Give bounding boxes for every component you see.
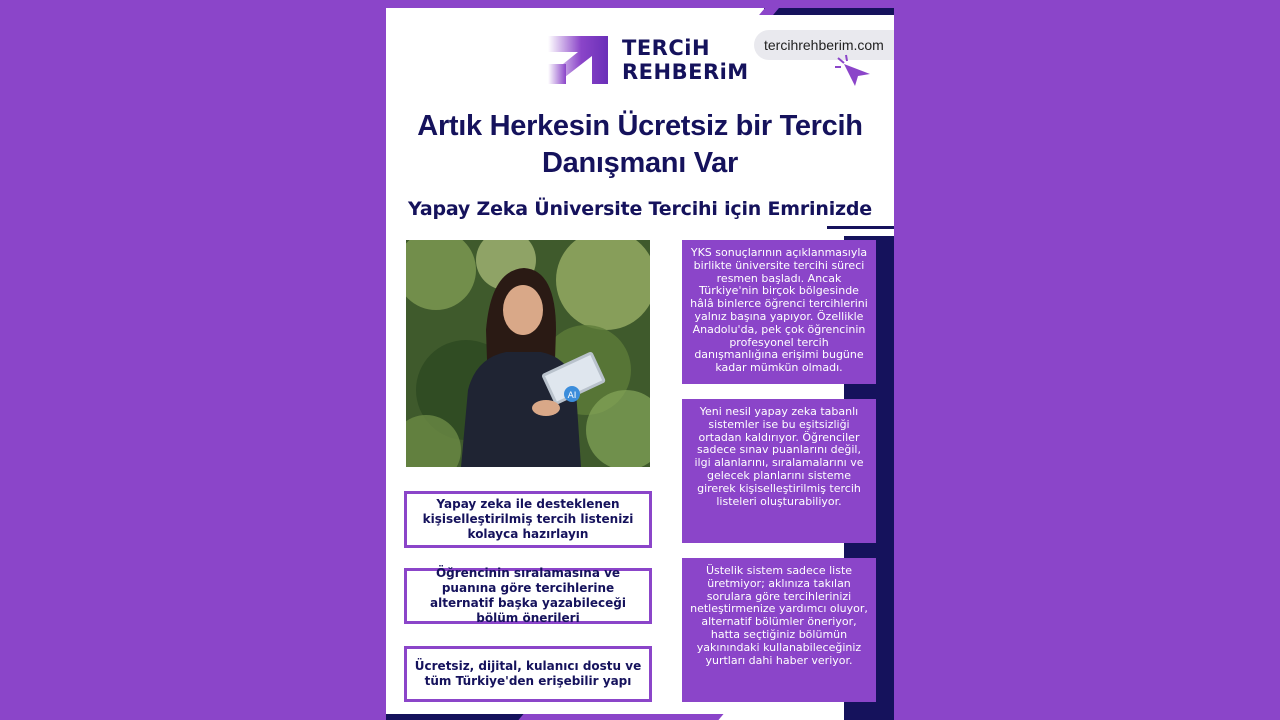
corner-decoration — [386, 714, 536, 720]
page-title — [386, 108, 894, 182]
feature-box-3 — [404, 646, 652, 702]
cursor-click-icon — [834, 54, 874, 86]
feature-text: Öğrencinin sıralamasına ve puanına göre tercihlerine alternatif başka yazabileceği bölüm önerileri — [430, 566, 626, 625]
brand-logo[interactable] — [548, 36, 778, 86]
poster — [386, 8, 894, 720]
brand-line-2: REHBERiM — [622, 60, 749, 84]
page-subtitle: Yapay Zeka Üniversite Tercihi için Emrinizde — [408, 198, 872, 220]
feature-text: Yapay zeka ile desteklenen kişiselleştirilmiş tercih listenizi kolayca hazırlayın — [422, 497, 634, 541]
student-with-tablet-image — [406, 240, 650, 467]
website-url[interactable]: tercihrehberim.com — [764, 37, 884, 53]
title-line-2: Danışmanı Var — [542, 147, 738, 179]
corner-decoration — [764, 8, 894, 15]
brand-line-1: TERCiH — [622, 36, 711, 60]
corner-decoration — [518, 714, 723, 720]
feature-box-1 — [404, 491, 652, 548]
info-block-2: Yeni nesil yapay zeka tabanlı sistemler ise bu eşitsizliği ortadan kaldırıyor. Öğrenciler sadece sınav puanlarını değil, ilgi alanlarını, sıralamalarını ve gelecek planlarını sisteme girerek kişiselleştirilmiş tercih listeleri oluşturabiliyor. — [682, 399, 876, 543]
brand-wordmark — [622, 36, 749, 84]
info-block-1: YKS sonuçlarının açıklanmasıyla birlikte üniversite tercihi süreci resmen başladı. Ancak Türkiye'nin birçok bölgesinde hâlâ binlerce öğrenci tercihlerini yalnız başına yapıyor. Özellikle Anadolu'da, pek çok öğrencinin profesyonel tercih danışmanlığına erişimi bugüne kadar mümkün olmadı. — [682, 240, 876, 384]
info-block-3: Üstelik sistem sadece liste üretmiyor; aklınıza takılan sorulara göre tercihlerinizi netleştirmenize yardımcı oluyor, alternatif bölümler öneriyor, hatta seçtiğiniz bölümün yakınındaki kullanabileceğiniz yurtları dahi haber veriyor. — [682, 558, 876, 702]
title-line-1: Artık Herkesin Ücretsiz bir Tercih — [417, 110, 863, 142]
feature-text: Ücretsiz, dijital, kulanıcı dostu ve tüm Türkiye'den erişebilir yapı — [414, 659, 642, 688]
ai-badge: AI — [567, 391, 577, 401]
arrow-logo-icon — [548, 36, 608, 84]
feature-box-2 — [404, 568, 652, 624]
subtitle-underline — [827, 226, 894, 229]
student-photo — [406, 240, 650, 467]
